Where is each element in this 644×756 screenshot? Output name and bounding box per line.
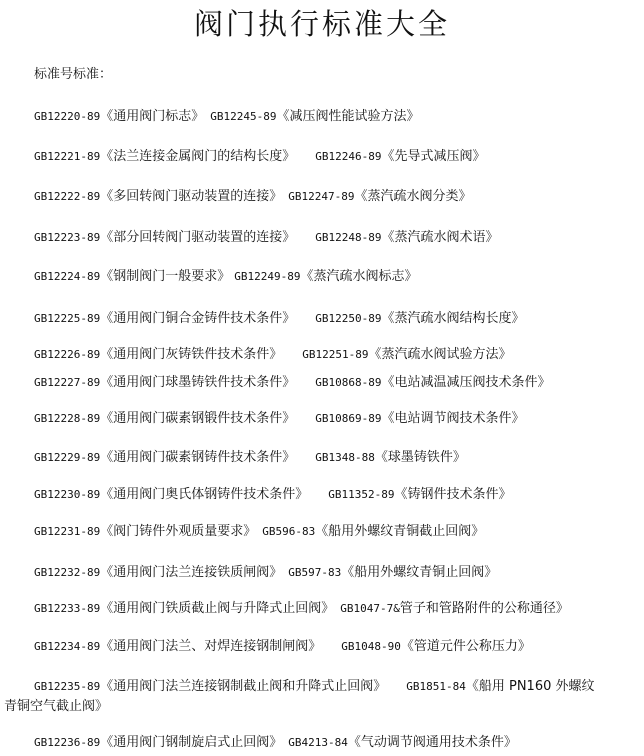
standard-title: 管子和管路附件的公称通径》 xyxy=(399,601,569,616)
standard-code: GB1851-84 xyxy=(406,680,466,693)
standard-title: 《电站减温减压阀技术条件》 xyxy=(381,375,551,390)
standard-line xyxy=(34,486,512,504)
standard-title: 《球墨铸铁件》 xyxy=(374,450,466,465)
standard-code: GB4213-84 xyxy=(288,736,348,749)
standard-title: 《通用阀门铜合金铸件技术条件》 xyxy=(100,311,296,326)
standard-line xyxy=(34,410,525,428)
standard-line xyxy=(34,523,484,541)
standard-title: 《通用阀门钢制旋启式止回阀》 xyxy=(100,735,283,750)
wrapped-line: 青铜空气截止阀》 xyxy=(4,699,109,714)
standard-code: GB12235-89 xyxy=(34,680,101,693)
standard-code: GB12230-89 xyxy=(34,488,101,501)
standard-code: GB12231-89 xyxy=(34,525,101,538)
standard-code: GB12223-89 xyxy=(34,231,101,244)
standard-title: 《减压阀性能试验方法》 xyxy=(276,109,420,124)
standard-line xyxy=(34,734,517,752)
standard-title: 《气动调节阀通用技术条件》 xyxy=(347,735,517,750)
standard-code: GB1048-90 xyxy=(341,640,401,653)
standard-code: GB12224-89 xyxy=(34,270,101,283)
standard-title: 《管道元件公称压力》 xyxy=(400,639,531,654)
standard-title: 《通用阀门球墨铸铁件技术条件》 xyxy=(100,375,296,390)
standard-title: 《船用外螺纹青铜止回阀》 xyxy=(341,565,498,580)
standard-title: 《通用阀门法兰连接铁质闸阀》 xyxy=(100,565,283,580)
standard-code: GB12234-89 xyxy=(34,640,101,653)
standard-code: GB596-83 xyxy=(262,525,316,538)
standard-line xyxy=(34,600,569,618)
standard-title: 《电站调节阀技术条件》 xyxy=(381,411,525,426)
standard-line xyxy=(34,229,499,247)
standard-title: 《蒸汽疏水阀结构长度》 xyxy=(381,311,525,326)
standard-code: GB12245-89 xyxy=(210,110,277,123)
section-heading: 标准号标准： xyxy=(34,67,113,82)
standard-code: GB12250-89 xyxy=(315,312,382,325)
standard-code: GB12222-89 xyxy=(34,190,101,203)
standard-line xyxy=(34,638,531,656)
standard-code: GB12225-89 xyxy=(34,312,101,325)
standard-code: GB1348-88 xyxy=(315,451,375,464)
standard-line xyxy=(34,148,486,166)
standard-line xyxy=(34,108,420,126)
standard-code: GB1047-7& xyxy=(340,602,400,615)
standard-line xyxy=(34,346,512,364)
standard-code: GB11352-89 xyxy=(328,488,395,501)
standard-title: 《通用阀门铁质截止阀与升降式止回阀》 xyxy=(100,601,335,616)
standard-code: GB12233-89 xyxy=(34,602,101,615)
standard-title: 《通用阀门法兰、对焊连接钢制闸阀》 xyxy=(100,639,322,654)
standard-line xyxy=(34,564,497,582)
standard-code: GB12246-89 xyxy=(315,150,382,163)
standard-title: 《通用阀门奥氏体钢铸件技术条件》 xyxy=(100,487,309,502)
standard-code: GB12226-89 xyxy=(34,348,101,361)
document-title: 阀门执行标准大全 xyxy=(193,7,450,41)
standard-title: 《阀门铸件外观质量要求》 xyxy=(100,524,257,539)
standard-title: 《蒸汽疏水阀术语》 xyxy=(381,230,499,245)
standard-code: GB10869-89 xyxy=(315,412,382,425)
standard-title: 《蒸汽疏水阀试验方法》 xyxy=(368,347,512,362)
standard-line xyxy=(34,678,595,696)
standard-line xyxy=(34,188,472,206)
standard-code: GB12251-89 xyxy=(302,348,369,361)
standard-code: GB12220-89 xyxy=(34,110,101,123)
standard-line xyxy=(34,374,551,392)
standard-code: GB12229-89 xyxy=(34,451,101,464)
standard-title: 《蒸汽疏水阀分类》 xyxy=(354,189,472,204)
standard-title: 《通用阀门法兰连接钢制截止阀和升降式止回阀》 xyxy=(100,679,387,694)
standard-title: 《通用阀门标志》 xyxy=(100,109,205,124)
standard-code: GB10868-89 xyxy=(315,376,382,389)
standard-title: 《通用阀门碳素钢铸件技术条件》 xyxy=(100,450,296,465)
standard-line xyxy=(34,310,525,328)
standard-code: GB12248-89 xyxy=(315,231,382,244)
standard-title: 《通用阀门碳素钢锻件技术条件》 xyxy=(100,411,296,426)
standard-title: 《部分回转阀门驱动装置的连接》 xyxy=(100,230,296,245)
standard-code: GB12232-89 xyxy=(34,566,101,579)
standard-line xyxy=(34,449,466,467)
standard-code: GB12236-89 xyxy=(34,736,101,749)
standard-title: 《钢制阀门一般要求》 xyxy=(100,269,231,284)
standard-line xyxy=(34,268,418,286)
standard-title: 《先导式减压阀》 xyxy=(381,149,486,164)
standard-title: 《船用外螺纹青铜截止回阀》 xyxy=(315,524,485,539)
standard-code: GB12247-89 xyxy=(288,190,355,203)
standard-title: 《通用阀门灰铸铁件技术条件》 xyxy=(100,347,283,362)
standard-code: GB12249-89 xyxy=(234,270,301,283)
standard-code: GB12221-89 xyxy=(34,150,101,163)
standard-code: GB12228-89 xyxy=(34,412,101,425)
standard-title: 《多回转阀门驱动装置的连接》 xyxy=(100,189,283,204)
standard-title: 《船用 PN160 外螺纹 xyxy=(465,679,595,694)
standard-title: 《铸钢件技术条件》 xyxy=(394,487,512,502)
standard-code: GB597-83 xyxy=(288,566,342,579)
standard-title: 《蒸汽疏水阀标志》 xyxy=(300,269,418,284)
standard-title: 《法兰连接金属阀门的结构长度》 xyxy=(100,149,296,164)
standard-code: GB12227-89 xyxy=(34,376,101,389)
